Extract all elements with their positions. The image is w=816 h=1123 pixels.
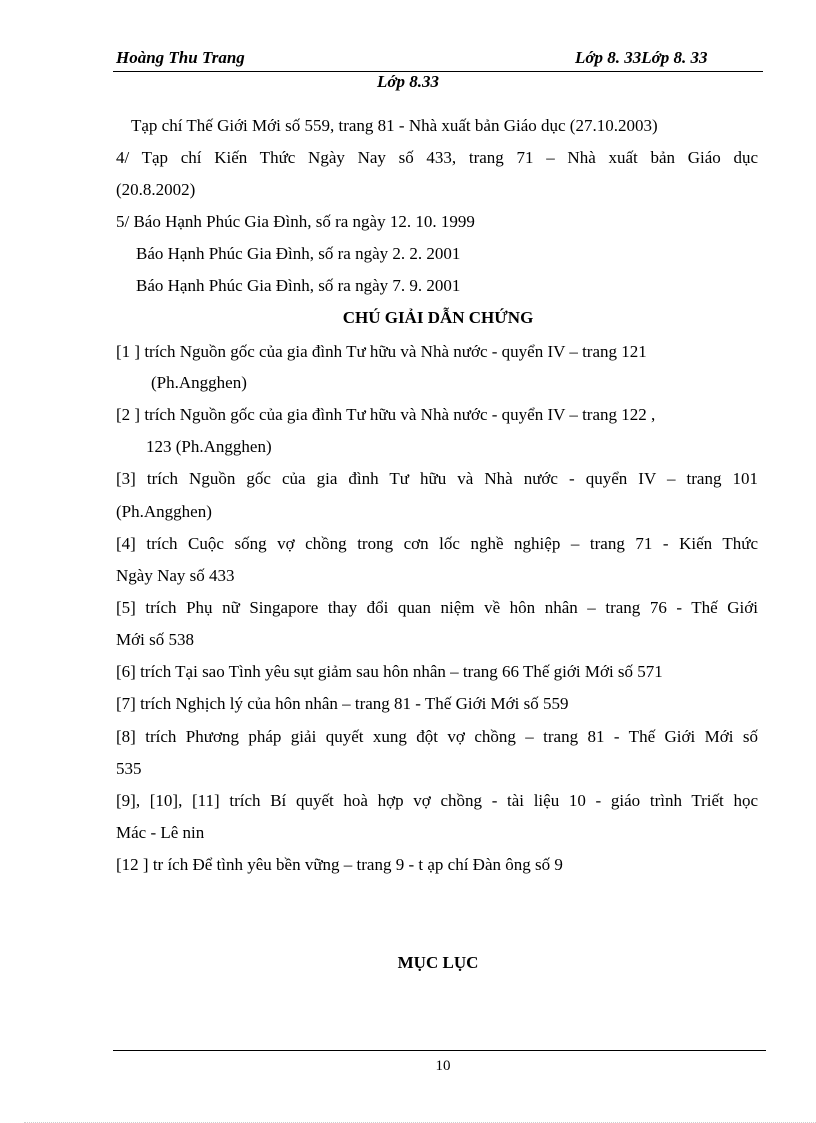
note-line: [1 ] trích Nguồn gốc của gia đình Tư hữu và Nhà nước - quyển IV – trang 121 <box>116 342 647 361</box>
reference-line: 4/ Tạp chí Kiến Thức Ngày Nay số 433, trang 71 – Nhà xuất bản Giáo dục <box>116 148 758 167</box>
toc-title: MỤC LỤC <box>397 953 479 972</box>
note-line: Ngày Nay số 433 <box>116 566 235 585</box>
notes-title: CHÚ GIẢI DẪN CHỨNG <box>342 308 534 327</box>
footer-rule <box>113 1050 766 1051</box>
note-line: Mới số 538 <box>116 630 194 649</box>
reference-line: 5/ Báo Hạnh Phúc Gia Đình, số ra ngày 12. 10. 1999 <box>116 212 475 231</box>
note-line: [4] trích Cuộc sống vợ chồng trong cơn lốc nghề nghiệp – trang 71 - Kiến Thức <box>116 534 758 553</box>
note-line: [5] trích Phụ nữ Singapore thay đổi quan niệm về hôn nhân – trang 76 - Thế Giới <box>116 598 758 617</box>
reference-line: (20.8.2002) <box>116 180 196 199</box>
note-line: [3] trích Nguồn gốc của gia đình Tư hữu và Nhà nước - quyển IV – trang 101 <box>116 469 758 488</box>
reference-line: Báo Hạnh Phúc Gia Đình, số ra ngày 2. 2. 2001 <box>136 244 461 263</box>
note-line: 535 <box>116 759 142 778</box>
note-line: [2 ] trích Nguồn gốc của gia đình Tư hữu và Nhà nước - quyển IV – trang 122 , <box>116 405 656 424</box>
note-line: (Ph.Angghen) <box>116 502 212 521</box>
note-line: [7] trích Nghịch lý của hôn nhân – trang 81 - Thế Giới Mới số 559 <box>116 694 569 713</box>
note-line: [8] trích Phương pháp giải quyết xung đột vợ chồng – trang 81 - Thế Giới Mới số <box>116 727 758 746</box>
note-line: (Ph.Angghen) <box>151 373 247 392</box>
reference-line: Báo Hạnh Phúc Gia Đình, số ra ngày 7. 9. 2001 <box>136 276 461 295</box>
note-line: [6] trích Tại sao Tình yêu sụt giảm sau hôn nhân – trang 66 Thế giới Mới số 571 <box>116 662 663 681</box>
page-number: 10 <box>435 1058 451 1074</box>
reference-line: Tạp chí Thế Giới Mới số 559, trang 81 - Nhà xuất bản Giáo dục (27.10.2003) <box>131 116 658 135</box>
header-class-label: Lớp 8. 33Lớp 8. 33 <box>575 48 708 67</box>
note-line: [12 ] tr ích Để tình yêu bền vững – trang 9 - t ạp chí Đàn ông số 9 <box>116 855 563 874</box>
note-line: Mác - Lê nin <box>116 823 205 842</box>
header-author: Hoàng Thu Trang <box>116 48 245 67</box>
header-class-sub: Lớp 8.33 <box>376 72 439 91</box>
note-line: 123 (Ph.Angghen) <box>146 437 272 456</box>
note-line: [9], [10], [11] trích Bí quyết hoà hợp vợ chồng - tài liệu 10 - giáo trình Triết học <box>116 791 758 810</box>
